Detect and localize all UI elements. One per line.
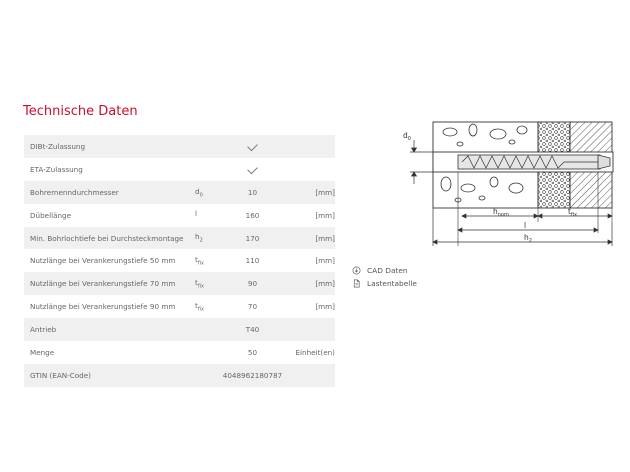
checkmark-icon — [247, 141, 258, 152]
document-icon — [352, 279, 361, 288]
spec-symbol-main: t — [195, 255, 198, 265]
spec-unit: Einheit(en) — [295, 347, 335, 357]
spec-row — [24, 318, 335, 341]
h2-dimension — [433, 208, 612, 246]
spec-unit: [mm] — [315, 187, 335, 197]
spec-row — [24, 135, 335, 158]
d0-label: $d_0$ — [403, 131, 411, 142]
spec-name: Menge — [30, 347, 55, 357]
spec-symbol-main: d — [195, 186, 200, 196]
spec-value: 90 — [247, 279, 258, 289]
spec-name: Nutzlänge bei Verankerungstiefe 90 mm — [30, 302, 176, 312]
spec-value: 50 — [247, 347, 258, 357]
spec-value: 160 — [245, 210, 260, 220]
spec-row — [24, 295, 335, 318]
spec-name: Antrieb — [30, 325, 57, 335]
spec-unit: [mm] — [315, 256, 335, 266]
spec-symbol-main: l — [195, 209, 197, 219]
tfix-label: $t_{fix}$ — [568, 207, 578, 218]
check-icon — [215, 142, 290, 151]
spec-symbol-main: t — [195, 278, 198, 288]
spec-name: Min. Bohrlochtiefe bei Durchsteckmontage — [30, 233, 184, 243]
spec-symbol-sub: fix — [197, 306, 204, 313]
spec-symbol-main: h — [195, 232, 200, 242]
spec-row — [24, 204, 335, 227]
specs-table — [24, 135, 335, 387]
spec-symbol — [195, 209, 215, 220]
spec-row — [24, 158, 335, 181]
anchor-installation-diagram — [398, 118, 620, 254]
load-table-label: Lastentabelle — [367, 279, 417, 288]
download-icon — [352, 266, 361, 275]
spec-name: Bohrernenndurchmesser — [30, 187, 119, 197]
spec-value: 110 — [245, 256, 260, 266]
spec-name: GTIN (EAN-Code) — [30, 370, 91, 380]
spec-row — [24, 227, 335, 250]
spec-symbol — [195, 255, 215, 266]
spec-row — [24, 181, 335, 204]
check-icon — [215, 165, 290, 174]
spec-name: DIBt-Zulassung — [30, 141, 86, 151]
spec-symbol-sub: fix — [197, 260, 204, 267]
spec-symbol-main: t — [195, 300, 198, 310]
download-links — [352, 264, 417, 290]
spec-unit: [mm] — [315, 210, 335, 220]
spec-name: Nutzlänge bei Verankerungstiefe 50 mm — [30, 256, 176, 266]
spec-name: Dübellänge — [30, 210, 72, 220]
spec-unit: [mm] — [315, 302, 335, 312]
spec-row — [24, 249, 335, 272]
cad-data-label: CAD Daten — [367, 266, 408, 275]
spec-row — [24, 341, 335, 364]
spec-value: 170 — [245, 233, 260, 243]
spec-symbol — [195, 301, 215, 312]
spec-symbol-sub: 2 — [199, 237, 203, 244]
spec-symbol — [195, 278, 215, 289]
h2-label: $h_2$ — [524, 233, 532, 244]
spec-value: 4048962180787 — [222, 370, 283, 380]
spec-symbol-sub: 0 — [199, 191, 203, 198]
spec-value: 10 — [247, 187, 258, 197]
d0-dimension — [410, 140, 433, 184]
spec-symbol — [195, 187, 215, 198]
cad-data-link[interactable] — [352, 264, 417, 277]
spec-symbol-sub: fix — [197, 283, 204, 290]
checkmark-icon — [247, 164, 258, 175]
spec-name: ETA-Zulassung — [30, 164, 83, 174]
l-dimension — [458, 228, 598, 232]
spec-unit: [mm] — [315, 233, 335, 243]
spec-row — [24, 364, 335, 387]
load-table-link[interactable] — [352, 277, 417, 290]
spec-row — [24, 272, 335, 295]
spec-name: Nutzlänge bei Verankerungstiefe 70 mm — [30, 279, 176, 289]
hnom-label: $h_{nom}$ — [493, 207, 509, 218]
l-label: l — [524, 221, 527, 230]
spec-value: T40 — [245, 325, 260, 335]
spec-symbol — [195, 232, 215, 243]
section-title: Technische Daten — [23, 104, 138, 119]
spec-value: 70 — [247, 302, 258, 312]
spec-unit: [mm] — [315, 279, 335, 289]
